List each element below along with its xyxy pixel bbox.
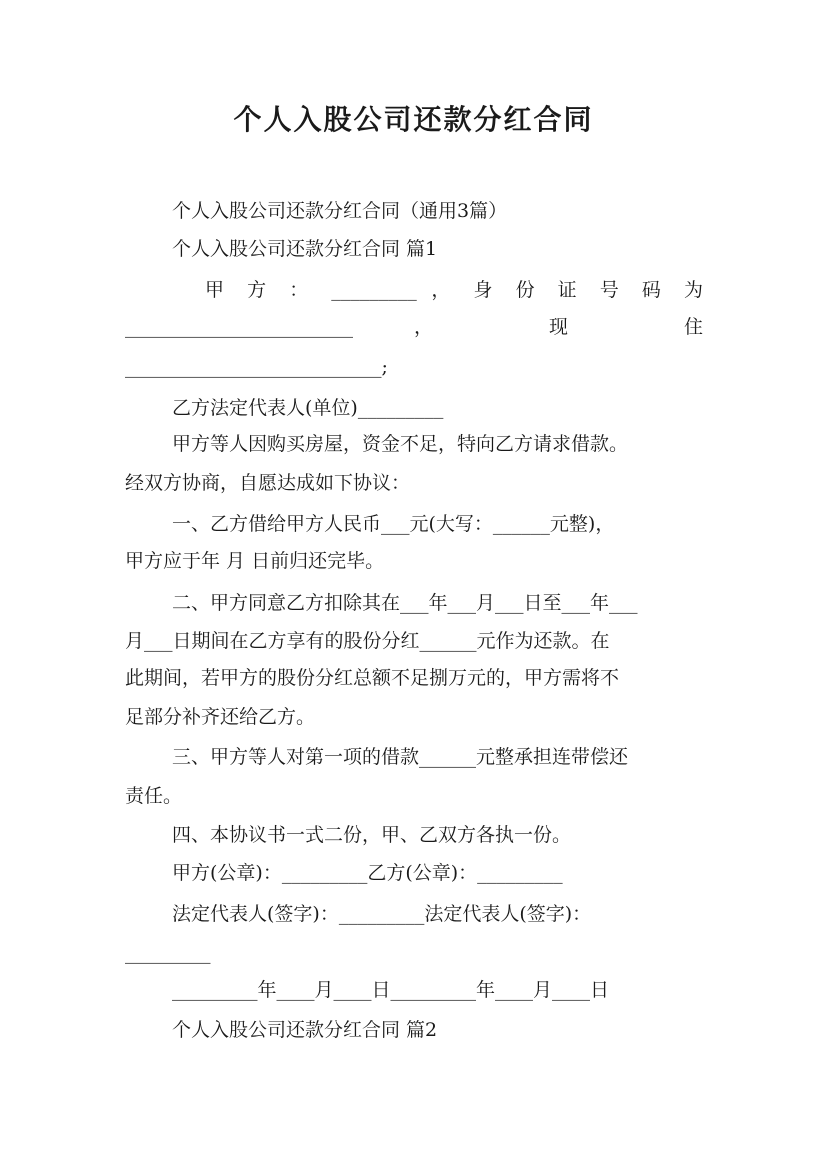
- paragraph-line: 四、本协议书一式二份，甲、乙双方各执一份。: [172, 824, 572, 846]
- paragraph-line: 甲方应于年 月 日前归还完毕。: [125, 550, 385, 572]
- paragraph-line: 一、乙方借给甲方人民币___元(大写：______元整)，: [172, 513, 615, 535]
- paragraph-line: 月___日期间在乙方享有的股份分红______元作为还款。在: [125, 630, 610, 652]
- paragraph-line: 甲方等人因购买房屋，资金不足，特向乙方请求借款。: [172, 433, 629, 455]
- paragraph-line: 个人入股公司还款分红合同（通用3篇）: [172, 200, 508, 222]
- paragraph-line: 责任。: [125, 785, 183, 807]
- paragraph-line: 甲 方 ： _________ ， 身 份 证 号 码 为: [205, 279, 703, 301]
- paragraph-line: ___________________________;: [125, 356, 388, 378]
- paragraph-line: ________________________ ， 现 住: [125, 316, 703, 338]
- paragraph-line: 二、甲方同意乙方扣除其在___年___月___日至___年___: [172, 592, 638, 614]
- date-line: _________年____月____日_________年____月____日: [172, 979, 610, 1001]
- paragraph-line: 三、甲方等人对第一项的借款______元整承担连带偿还: [172, 746, 629, 768]
- signature-line: 甲方(公章)：_________乙方(公章)：_________: [172, 862, 563, 884]
- signature-line: 法定代表人(签字)：_________法定代表人(签字)：: [172, 903, 592, 925]
- paragraph-line: 足部分补齐还给乙方。: [125, 706, 316, 728]
- signature-line: _________: [125, 942, 211, 964]
- document-title: 个人入股公司还款分红合同: [233, 103, 594, 136]
- paragraph-line: 乙方法定代表人(单位)_________: [172, 397, 444, 419]
- section-heading: 个人入股公司还款分红合同 篇1: [172, 238, 438, 260]
- paragraph-line: 经双方协商，自愿达成如下协议：: [125, 472, 411, 494]
- section-heading: 个人入股公司还款分红合同 篇2: [172, 1019, 438, 1041]
- paragraph-line: 此期间，若甲方的股份分红总额不足捌万元的，甲方需将不: [125, 667, 620, 689]
